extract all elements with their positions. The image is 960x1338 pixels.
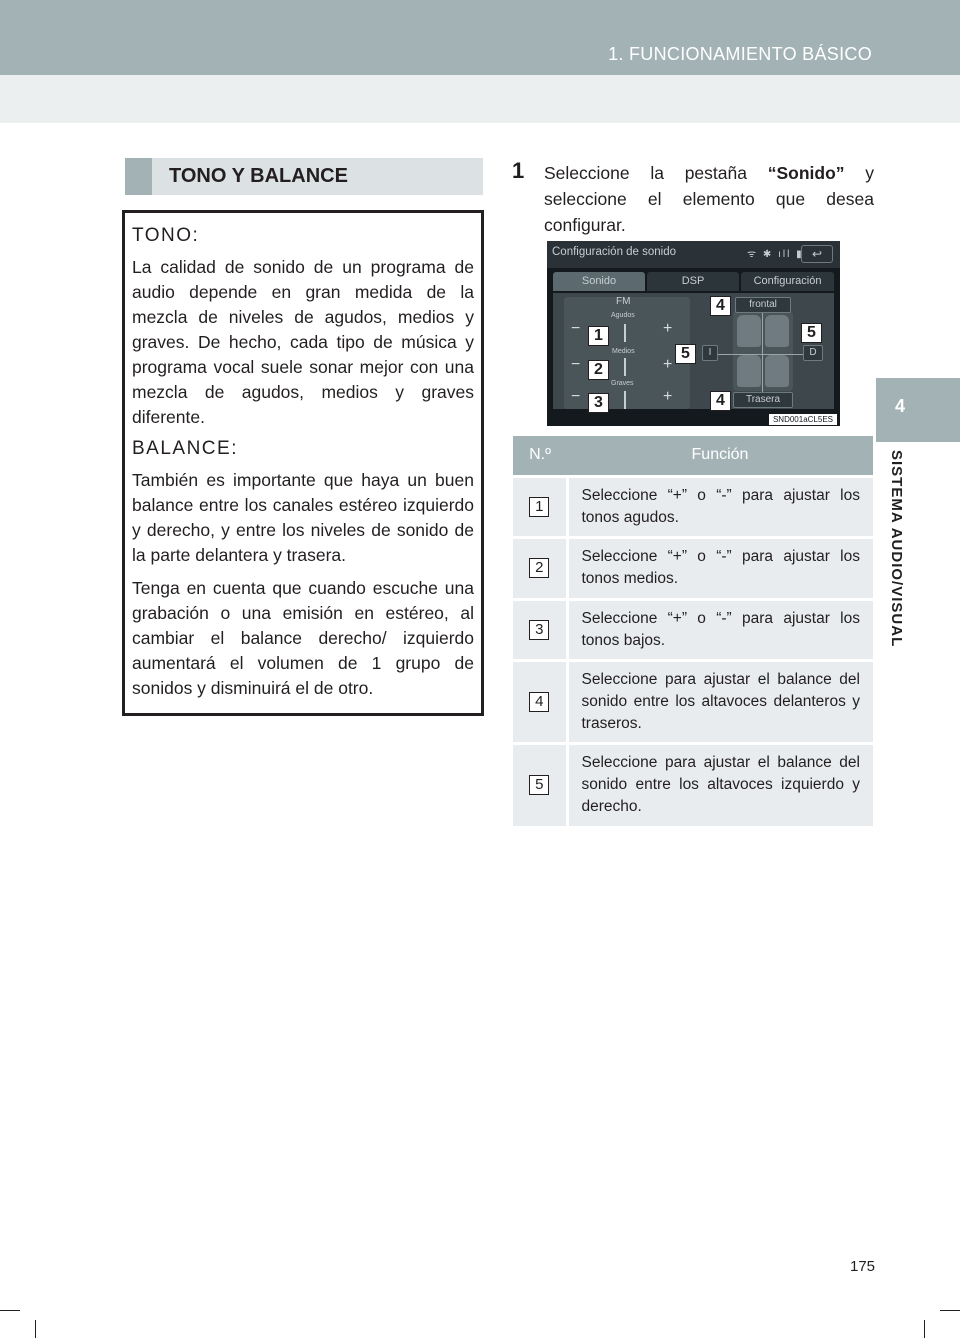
figure-code: SND001aCL5ES xyxy=(769,414,837,425)
bass-level-indicator xyxy=(624,391,626,409)
crop-mark xyxy=(35,1320,36,1338)
crop-mark xyxy=(0,1310,20,1311)
chapter-label-text: SISTEMA AUDIO/VISUAL xyxy=(888,450,905,648)
callout-1: 1 xyxy=(588,326,609,346)
rear-button[interactable]: Trasera xyxy=(733,392,793,408)
step-text-post: y seleccione el elemento que desea configurar. xyxy=(544,163,874,235)
section-header xyxy=(125,158,483,195)
balance-text-2: Tenga en cuenta que cuando escuche una grabación o una emisión en estéreo, al cambiar el balance derecho/ izquierdo aumentará el volumen de 1 grupo de sonidos y disminuirá el de otro. xyxy=(132,578,474,698)
callout-3: 3 xyxy=(588,393,609,413)
callout-4-top: 4 xyxy=(710,296,731,316)
tono-term: TONO: xyxy=(132,225,200,246)
seat-front-left xyxy=(737,315,761,347)
step-number: 1 xyxy=(512,158,525,183)
section-header-marker xyxy=(125,158,152,195)
row-number-cell xyxy=(513,537,567,599)
mid-plus-button[interactable]: + xyxy=(663,356,673,373)
band-treble-label: Agudos xyxy=(611,312,635,319)
band-bass-label: Graves xyxy=(611,380,634,387)
row-number: 5 xyxy=(529,775,549,795)
balance-text-1: También es importante que haya un buen balance entre los canales estéreo izquierdo y derecho, y entre los niveles de sonido de la parte delantera y trasera. xyxy=(132,470,474,565)
sound-settings-screenshot xyxy=(547,241,840,426)
row-function: Seleccione “+” o “-” para ajustar los tonos agudos. xyxy=(567,476,873,537)
table-header-row xyxy=(513,436,873,476)
back-button[interactable]: ↩ xyxy=(801,245,833,263)
row-number-cell xyxy=(513,743,567,826)
tab-configuracion[interactable]: Configuración xyxy=(741,272,834,291)
right-button[interactable]: D xyxy=(803,345,823,361)
treble-level-indicator xyxy=(624,324,626,342)
left-button[interactable]: I xyxy=(702,345,718,361)
crop-mark xyxy=(924,1320,925,1338)
row-number: 2 xyxy=(529,558,549,578)
source-label: FM xyxy=(616,296,631,307)
callout-2: 2 xyxy=(588,360,609,380)
column-header-number: N.º xyxy=(513,436,567,476)
table-row xyxy=(513,599,873,660)
row-function: Seleccione “+” o “-” para ajustar los tonos bajos. xyxy=(567,599,873,660)
row-number: 4 xyxy=(529,692,549,712)
tab-dsp[interactable]: DSP xyxy=(647,272,739,291)
callout-5-right: 5 xyxy=(801,323,822,343)
page-header-title: 1. FUNCIONAMIENTO BÁSICO xyxy=(608,44,872,64)
step-text-bold: “Sonido” xyxy=(767,163,845,183)
step-text xyxy=(544,160,874,238)
mid-minus-button[interactable]: − xyxy=(571,356,581,373)
seat-rear-left xyxy=(737,355,761,387)
status-icons: ᯤ ✱ ıll ▮ xyxy=(747,249,804,260)
row-number-cell xyxy=(513,660,567,743)
row-number-cell xyxy=(513,476,567,537)
tab-sonido[interactable]: Sonido xyxy=(553,272,645,291)
column-header-function: Función xyxy=(567,436,873,476)
treble-plus-button[interactable]: + xyxy=(663,320,673,337)
seat-rear-right xyxy=(765,355,789,387)
seat-front-right xyxy=(765,315,789,347)
balance-term: BALANCE: xyxy=(132,438,238,459)
table-row xyxy=(513,476,873,537)
front-button[interactable]: frontal xyxy=(735,297,791,313)
crop-mark xyxy=(940,1310,960,1311)
balance-crosshair-vertical xyxy=(762,307,763,399)
function-table xyxy=(513,436,873,826)
band-mid-label: Medios xyxy=(612,348,635,355)
row-function: Seleccione para ajustar el balance del sonido entre los altavoces delanteros y traseros. xyxy=(567,660,873,743)
chapter-label xyxy=(888,450,912,665)
info-box xyxy=(122,210,484,716)
chapter-tab xyxy=(876,378,960,442)
row-number-cell xyxy=(513,599,567,660)
callout-5-left: 5 xyxy=(675,344,696,364)
callout-4-bottom: 4 xyxy=(710,391,731,411)
chapter-number: 4 xyxy=(895,396,906,416)
bass-minus-button[interactable]: − xyxy=(571,388,581,405)
row-function: Seleccione para ajustar el balance del sonido entre los altavoces izquierdo y derecho. xyxy=(567,743,873,826)
table-row xyxy=(513,660,873,743)
row-number: 1 xyxy=(529,497,549,517)
treble-minus-button[interactable]: − xyxy=(571,320,581,337)
section-title: TONO Y BALANCE xyxy=(169,165,348,187)
row-function: Seleccione “+” o “-” para ajustar los tonos medios. xyxy=(567,537,873,599)
table-row xyxy=(513,743,873,826)
bass-plus-button[interactable]: + xyxy=(663,388,673,405)
step-text-pre: Seleccione la pestaña xyxy=(544,163,768,183)
mid-level-indicator xyxy=(624,358,626,376)
row-number: 3 xyxy=(529,620,549,640)
page-number: 175 xyxy=(850,1258,876,1275)
tono-text: La calidad de sonido de un programa de audio depende en gran medida de la mezcla de niveles de agudos, medios y graves. De hecho, cada tipo de música y programa vocal suele sonar mejor con una mezcla de agudos, medios y graves diferente. xyxy=(132,257,474,427)
header-subband xyxy=(0,75,960,123)
screen-title: Configuración de sonido xyxy=(552,246,677,258)
table-row xyxy=(513,537,873,599)
